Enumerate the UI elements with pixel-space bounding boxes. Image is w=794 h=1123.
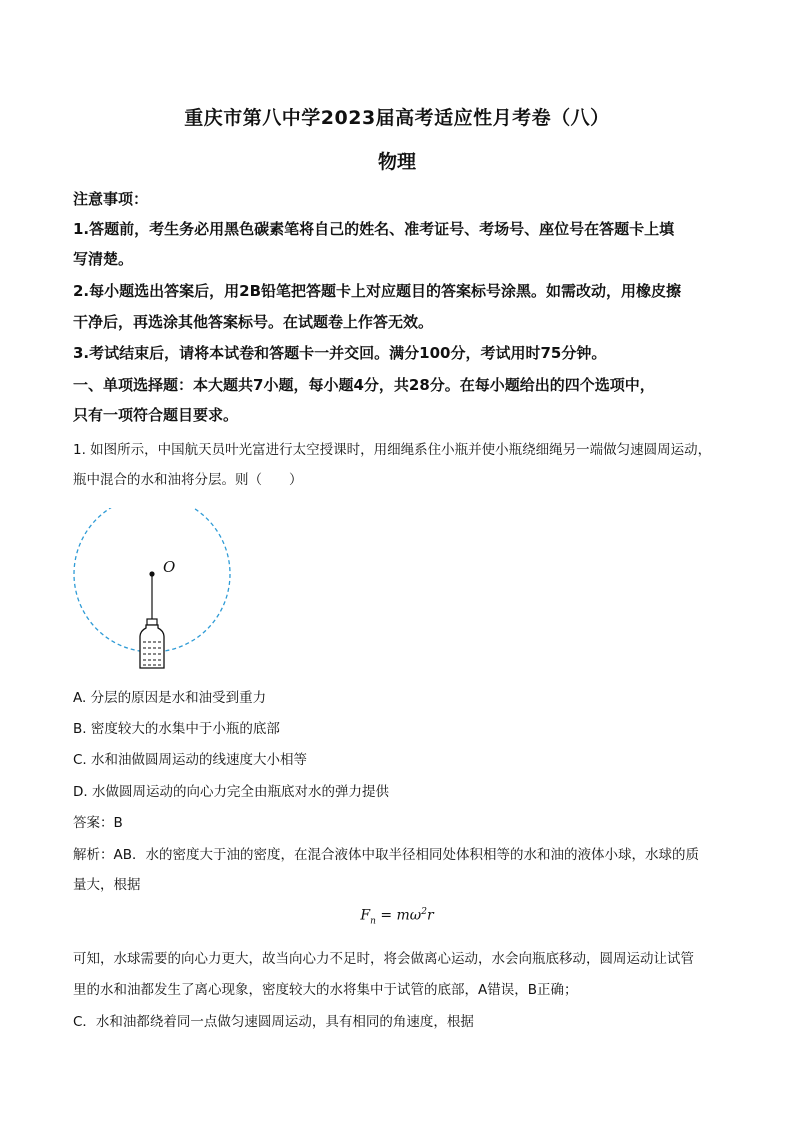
formula-lhs-subscript: n	[370, 916, 376, 927]
center-label: O	[163, 558, 176, 576]
section-heading-line-1: 一、单项选择题：本大题共7小题，每小题4分，共28分。在每小题给出的四个选项中，	[73, 376, 655, 394]
formula-rhs: = mω	[380, 907, 422, 924]
analysis-line-4: 里的水和油都发生了离心现象，密度较大的水将集中于试管的底部，A错误，B正确；	[73, 982, 578, 998]
formula-lhs: F	[360, 907, 371, 924]
answer: 答案：B	[73, 815, 123, 831]
formula-rhs-superscript: 2	[421, 907, 427, 917]
question-1-stem-line-1: 1. 如图所示，中国航天员叶光富进行太空授课时，用细绳系住小瓶并使小瓶绕细绳另一端做匀速圆周运动，	[73, 442, 712, 458]
page-title: 重庆市第八中学2023届高考适应性月考卷（八）	[184, 107, 610, 129]
question-1-stem-line-2: 瓶中混合的水和油将分层。则（ ）	[73, 472, 303, 488]
analysis-line-1: 解析：AB．水的密度大于油的密度，在混合液体中取半径相同处体积相等的水和油的液体小球，水球的质	[73, 847, 699, 863]
note-2-line-2: 干净后，再选涂其他答案标号。在试题卷上作答无效。	[73, 313, 434, 331]
bottle-icon	[140, 619, 164, 668]
analysis-line-3: 可知，水球需要的向心力更大，故当向心力不足时，将会做离心运动，水会向瓶底移动，圆周运动让试管	[73, 951, 694, 967]
note-3: 3.考试结束后，请将本试卷和答题卡一并交回。满分100分，考试用时75分钟。	[73, 344, 607, 362]
note-1-line-2: 写清楚。	[73, 250, 134, 268]
subject-title: 物理	[377, 151, 416, 173]
note-2-line-1: 2.每小题选出答案后，用2B铅笔把答题卡上对应题目的答案标号涂黑。如需改动，用橡皮擦	[73, 282, 682, 300]
option-a: A. 分层的原因是水和油受到重力	[73, 690, 267, 706]
circular-motion-figure	[70, 508, 240, 680]
note-1-line-1: 1.答题前，考生务必用黑色碳素笔将自己的姓名、准考证号、考场号、座位号在答题卡上填	[73, 220, 675, 238]
option-d: D. 水做圆周运动的向心力完全由瓶底对水的弹力提供	[73, 784, 389, 800]
formula-rhs-tail: r	[426, 907, 434, 924]
option-b: B. 密度较大的水集中于小瓶的底部	[73, 721, 280, 737]
section-heading-line-2: 只有一项符合题目要求。	[73, 406, 239, 424]
option-c: C. 水和油做圆周运动的线速度大小相等	[73, 752, 308, 768]
formula-centripetal-force	[0, 907, 794, 926]
notes-heading: 注意事项：	[73, 190, 149, 208]
analysis-line-2: 量大，根据	[73, 877, 141, 893]
analysis-line-5: C．水和油都绕着同一点做匀速圆周运动，具有相同的角速度，根据	[73, 1014, 474, 1030]
